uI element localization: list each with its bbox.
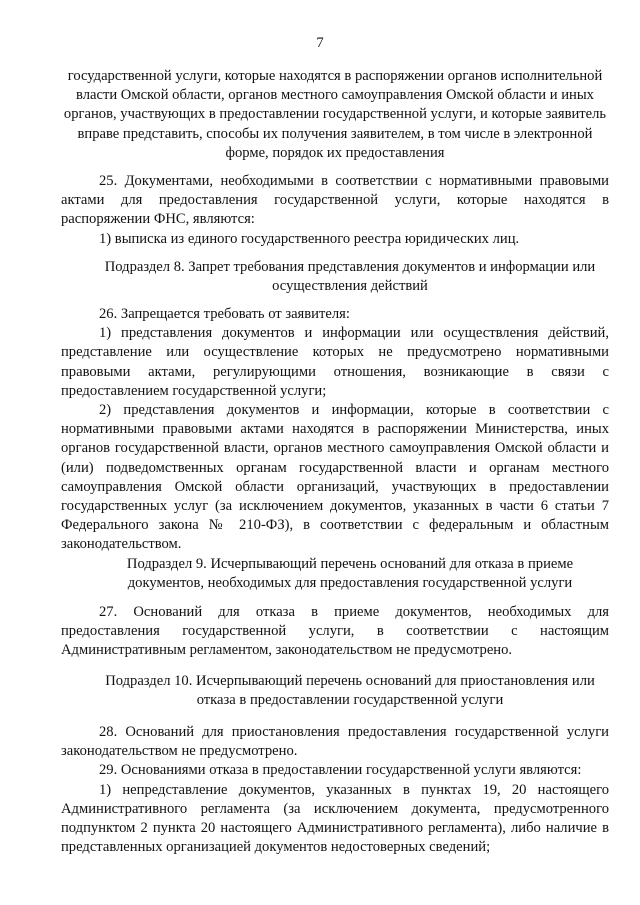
paragraph-26	[61, 305, 609, 555]
intro-heading-text: государственной услуги, которые находятся в распоряжении органов исполнительной власти Омской области, органов местного самоуправления Омской области и иных органов, участвующих в предоставлении государственной услуги, и которые заявитель вправе представить, способы их получения заявителем, в том числе в электронной форме, порядок их предоставления	[63, 68, 607, 161]
paragraph-25-text: 25. Документами, необходимыми в соответствии с нормативными правовыми актами для предоставления государственной услуги, которые находятся в распоряжении ФНС, являются:	[61, 173, 609, 228]
section-heading-continuation	[61, 67, 609, 163]
subsection-9-title-text: Подраздел 9. Исчерпывающий перечень оснований для отказа в приеме документов, необходимых для предоставления государственной услуги	[126, 556, 574, 592]
subsection-8-title-text: Подраздел 8. Запрет требования представления документов и информации или осуществления действий	[104, 259, 596, 295]
paragraph-25-item-1: 1) выписка из единого государственного реестра юридических лиц.	[99, 230, 520, 247]
paragraph-26-item-1: 1) представления документов и информации или осуществления действий, представление или осуществление которых не предусмотрено нормативными правовыми актами, регулирующими отношения, возникающие в связи с предоставлением государственной услуги;	[61, 325, 609, 399]
paragraph-25	[61, 172, 609, 249]
paragraph-28-29	[61, 723, 609, 857]
page-number: 7	[316, 35, 324, 51]
paragraph-29-text: 29. Основаниями отказа в предоставлении государственной услуги являются:	[99, 762, 582, 779]
paragraph-26-text: 26. Запрещается требовать от заявителя:	[99, 306, 350, 322]
subsection-9-title	[91, 555, 609, 593]
subsection-8-title	[91, 258, 609, 296]
paragraph-26-item-2: 2) представления документов и информации, которые в соответствии с нормативными правовыми актами находятся в распоряжении Министерства, иных органов государственной власти, органов местного самоуправления Омской области и (или) подведомственных органам государственной власти и органам местного самоуправления Омской области организаций, участвующих в предоставлении государственных услуг (за исключением документов, указанных в части 6 статьи 7 Федерального закона № 210-ФЗ), в соответствии с федеральным и областным законодательством.	[61, 402, 609, 553]
paragraph-27	[61, 603, 609, 661]
subsection-10-title-text: Подраздел 10. Исчерпывающий перечень оснований для приостановления или отказа в предоставлении государственной услуги	[105, 673, 595, 709]
subsection-10-title	[91, 672, 609, 710]
paragraph-28-text: 28. Оснований для приостановления предоставления государственной услуги законодательством не предусмотрено.	[61, 724, 609, 760]
paragraph-27-text: 27. Оснований для отказа в приеме документов, необходимых для предоставления государственной услуги, в соответствии с настоящим Административным регламентом, законодательством не предусмотрено.	[61, 604, 609, 659]
paragraph-29-item-1: 1) непредставление документов, указанных в пунктах 19, 20 настоящего Административного регламента (за исключением документа, предусмотренного подпунктом 2 пункта 20 настоящего Административного регламента), либо наличие в представленных организацией документов недостоверных сведений;	[61, 781, 609, 856]
